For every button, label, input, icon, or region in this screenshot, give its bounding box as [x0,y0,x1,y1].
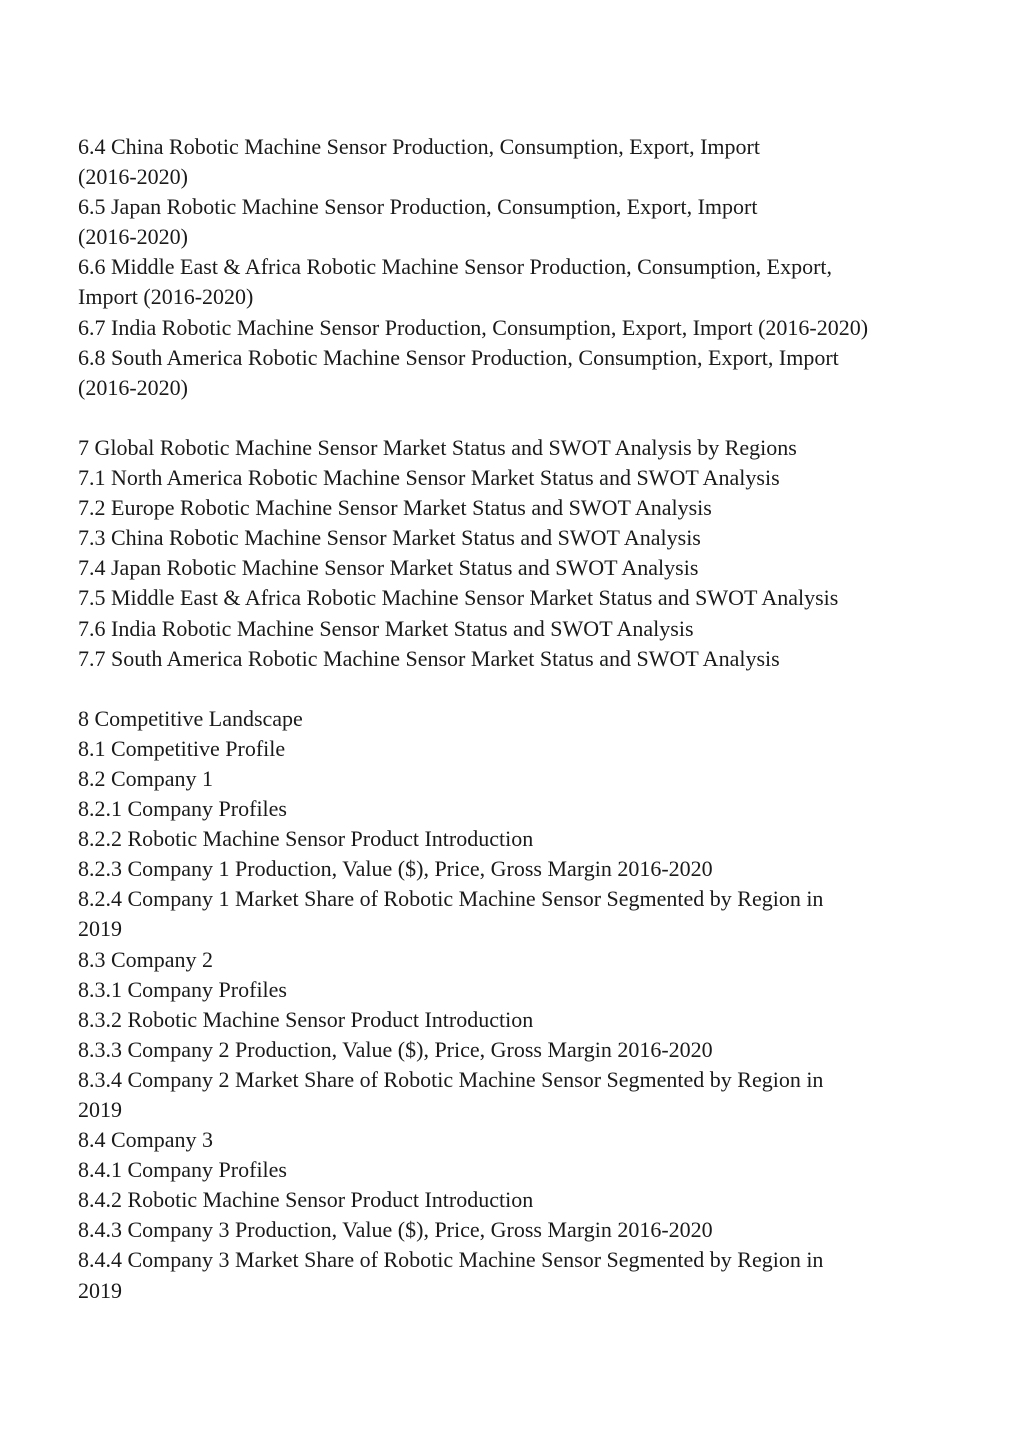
toc-line: 8.3.4 Company 2 Market Share of Robotic Machine Sensor Segmented by Region in [78,1066,824,1092]
document-page [78,132,958,1306]
toc-line: 8.3.2 Robotic Machine Sensor Product Introduction [78,1006,534,1032]
toc-line: 8.3.3 Company 2 Production, Value ($), Price, Gross Margin 2016-2020 [78,1036,713,1062]
toc-line: 7.3 China Robotic Machine Sensor Market Status and SWOT Analysis [78,525,701,551]
toc-line: (2016-2020) [78,224,188,250]
toc-line: (2016-2020) [78,164,188,190]
toc-line: 6.8 South America Robotic Machine Sensor Production, Consumption, Export, Import [78,344,839,370]
toc-line: 8.2 Company 1 [78,765,214,791]
toc-line: 8.2.1 Company Profiles [78,796,287,822]
paragraph-gap [78,403,958,433]
toc-line: 6.6 Middle East & Africa Robotic Machine Sensor Production, Consumption, Export, [78,254,833,280]
toc-line: 8.4.2 Robotic Machine Sensor Product Introduction [78,1187,534,1213]
toc-section-heading: 8 Competitive Landscape [78,705,303,731]
toc-line: 8.3 Company 2 [78,946,214,972]
toc-line: 8.2.2 Robotic Machine Sensor Product Introduction [78,826,534,852]
toc-line: 8.4.4 Company 3 Market Share of Robotic Machine Sensor Segmented by Region in [78,1247,824,1273]
toc-line: 2019 [78,916,122,942]
toc-line: 2019 [78,1097,122,1122]
toc-line: 7.5 Middle East & Africa Robotic Machine Sensor Market Status and SWOT Analysis [78,585,839,611]
toc-line: 6.4 China Robotic Machine Sensor Production, Consumption, Export, Import [78,134,760,159]
toc-line: 7.4 Japan Robotic Machine Sensor Market Status and SWOT Analysis [78,555,699,581]
toc-line: (2016-2020) [78,374,188,400]
toc-line: 8.2.4 Company 1 Market Share of Robotic Machine Sensor Segmented by Region in [78,886,824,912]
toc-line: 8.4 Company 3 [78,1127,214,1153]
toc-section-heading: 7 Global Robotic Machine Sensor Market Status and SWOT Analysis by Regions [78,434,797,460]
toc-line: 6.7 India Robotic Machine Sensor Production, Consumption, Export, Import (2016-2020) [78,314,869,340]
paragraph-gap [78,674,958,704]
toc-line: 7.2 Europe Robotic Machine Sensor Market Status and SWOT Analysis [78,495,712,521]
toc-line: 8.4.1 Company Profiles [78,1157,287,1183]
toc-line: 8.1 Competitive Profile [78,735,286,761]
toc-line: Import (2016-2020) [78,284,254,310]
toc-line: 7.6 India Robotic Machine Sensor Market Status and SWOT Analysis [78,615,694,641]
toc-line: 7.1 North America Robotic Machine Sensor Market Status and SWOT Analysis [78,465,780,491]
toc-line: 8.4.3 Company 3 Production, Value ($), Price, Gross Margin 2016-2020 [78,1217,713,1243]
toc-line: 8.3.1 Company Profiles [78,976,287,1002]
toc-line: 2019 [78,1277,122,1303]
toc-line: 8.2.3 Company 1 Production, Value ($), Price, Gross Margin 2016-2020 [78,856,713,882]
toc-line: 7.7 South America Robotic Machine Sensor Market Status and SWOT Analysis [78,645,780,671]
toc-line: 6.5 Japan Robotic Machine Sensor Production, Consumption, Export, Import [78,194,758,220]
